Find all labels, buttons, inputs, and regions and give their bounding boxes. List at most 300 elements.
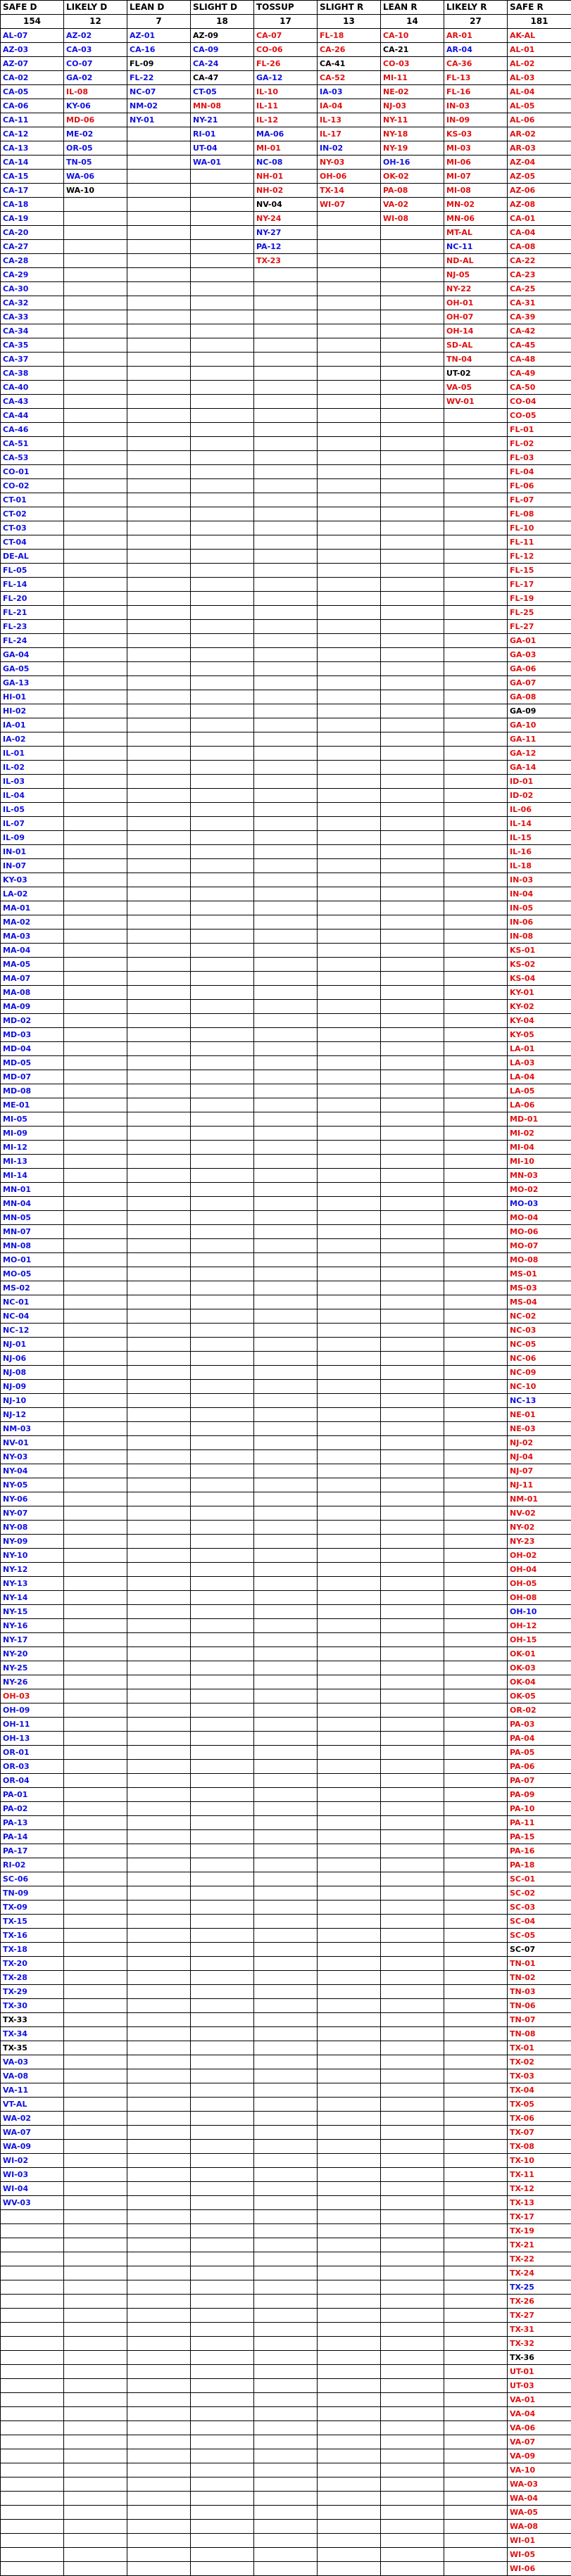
empty-cell [254, 2055, 318, 2069]
empty-cell [381, 1225, 444, 1239]
empty-cell [127, 1521, 191, 1535]
empty-cell [318, 1281, 381, 1295]
district-cell-likely-r: WV-01 [444, 395, 508, 409]
district-cell-safe-d: IL-09 [1, 831, 64, 845]
district-cell-safe-d: MI-14 [1, 1169, 64, 1183]
empty-cell [318, 1830, 381, 1844]
empty-cell [444, 1901, 508, 1915]
table-row [1, 2295, 571, 2309]
empty-cell [64, 2562, 127, 2576]
empty-cell [127, 1141, 191, 1155]
empty-cell [191, 2393, 254, 2407]
empty-cell [64, 2280, 127, 2295]
district-cell-safe-r: GA-06 [508, 662, 571, 676]
empty-cell [127, 381, 191, 395]
empty-cell [444, 2140, 508, 2154]
empty-cell [254, 423, 318, 437]
empty-cell [127, 704, 191, 718]
empty-cell [318, 1324, 381, 1338]
district-cell-safe-d: OH-03 [1, 1689, 64, 1703]
empty-cell [444, 2055, 508, 2069]
ratings-table-body [1, 29, 571, 2576]
empty-cell [444, 929, 508, 944]
district-cell-safe-d: CA-19 [1, 212, 64, 226]
table-row [1, 2393, 571, 2407]
empty-cell [318, 1872, 381, 1886]
district-cell-safe-d: MN-07 [1, 1225, 64, 1239]
empty-cell [64, 2421, 127, 2435]
empty-cell [64, 1619, 127, 1633]
empty-cell [381, 1127, 444, 1141]
empty-cell [381, 2013, 444, 2027]
empty-cell [381, 592, 444, 606]
empty-cell [64, 2463, 127, 2477]
district-cell-lean-r: NE-02 [381, 85, 444, 99]
empty-cell [191, 817, 254, 831]
district-cell-likely-r: MI-08 [444, 184, 508, 198]
empty-cell [127, 2140, 191, 2154]
empty-cell [444, 550, 508, 564]
empty-cell [64, 2126, 127, 2140]
empty-cell [444, 1746, 508, 1760]
empty-cell [444, 1689, 508, 1703]
empty-cell [444, 564, 508, 578]
table-row [1, 1689, 571, 1703]
table-row [1, 2365, 571, 2379]
category-header-row [1, 1, 571, 15]
table-row [1, 57, 571, 71]
empty-cell [64, 817, 127, 831]
district-cell-lean-r: CA-10 [381, 29, 444, 43]
table-row [1, 2055, 571, 2069]
empty-cell [64, 254, 127, 268]
empty-cell [64, 606, 127, 620]
empty-cell [318, 1239, 381, 1253]
table-row [1, 1788, 571, 1802]
empty-cell [444, 915, 508, 929]
district-cell-safe-d: MI-09 [1, 1127, 64, 1141]
empty-cell [254, 2323, 318, 2337]
district-cell-safe-r: TX-12 [508, 2182, 571, 2196]
empty-cell [444, 493, 508, 507]
empty-cell [191, 1028, 254, 1042]
empty-cell [127, 170, 191, 184]
empty-cell [381, 1971, 444, 1985]
empty-cell [191, 690, 254, 704]
empty-cell [191, 1436, 254, 1450]
table-row [1, 282, 571, 296]
table-row [1, 493, 571, 507]
empty-cell [318, 1746, 381, 1760]
district-cell-tossup: MI-01 [254, 141, 318, 156]
empty-cell [318, 507, 381, 521]
empty-cell [381, 2548, 444, 2562]
empty-cell [254, 1732, 318, 1746]
empty-cell [381, 1943, 444, 1957]
empty-cell [254, 606, 318, 620]
empty-cell [254, 465, 318, 479]
district-cell-safe-d: CA-13 [1, 141, 64, 156]
district-cell-safe-r: PA-15 [508, 1830, 571, 1844]
empty-cell [381, 873, 444, 887]
empty-cell [318, 2266, 381, 2280]
district-cell-safe-d: CT-03 [1, 521, 64, 535]
empty-cell [191, 493, 254, 507]
empty-cell [381, 2323, 444, 2337]
table-row [1, 2351, 571, 2365]
empty-cell [191, 2337, 254, 2351]
table-row [1, 1028, 571, 1042]
empty-cell [444, 1760, 508, 1774]
district-cell-safe-d: NY-06 [1, 1492, 64, 1506]
empty-cell [127, 972, 191, 986]
empty-cell [191, 1366, 254, 1380]
district-cell-slight-r: CA-41 [318, 57, 381, 71]
table-row [1, 690, 571, 704]
empty-cell [444, 1647, 508, 1661]
table-row [1, 2027, 571, 2041]
empty-cell [381, 2069, 444, 2083]
empty-cell [127, 1535, 191, 1549]
empty-cell [318, 2238, 381, 2252]
district-cell-safe-r: FL-19 [508, 592, 571, 606]
empty-cell [127, 2083, 191, 2098]
table-row [1, 1239, 571, 1253]
district-cell-safe-r: TX-32 [508, 2337, 571, 2351]
empty-cell [191, 789, 254, 803]
table-row [1, 2309, 571, 2323]
empty-cell [318, 578, 381, 592]
empty-cell [191, 1098, 254, 1112]
district-cell-safe-r: TN-07 [508, 2013, 571, 2027]
empty-cell [191, 1872, 254, 1886]
district-cell-safe-r: UT-03 [508, 2379, 571, 2393]
district-cell-safe-r: FL-17 [508, 578, 571, 592]
empty-cell [318, 1605, 381, 1619]
district-cell-slight-r: IL-17 [318, 127, 381, 141]
district-cell-safe-r: PA-09 [508, 1788, 571, 1802]
district-cell-lean-d: AZ-01 [127, 29, 191, 43]
empty-cell [127, 761, 191, 775]
table-row [1, 1464, 571, 1478]
ratings-table-header [1, 1, 571, 29]
empty-cell [191, 2323, 254, 2337]
district-cell-likely-r: FL-13 [444, 71, 508, 85]
empty-cell [191, 2506, 254, 2520]
table-row [1, 1436, 571, 1450]
empty-cell [64, 1521, 127, 1535]
district-cell-safe-d: NY-13 [1, 1577, 64, 1591]
empty-cell [444, 2379, 508, 2393]
empty-cell [191, 1239, 254, 1253]
empty-cell [381, 2393, 444, 2407]
empty-cell [444, 1535, 508, 1549]
empty-cell [381, 1605, 444, 1619]
empty-cell [127, 141, 191, 156]
district-cell-safe-d: VT-AL [1, 2098, 64, 2112]
district-cell-likely-r: TN-04 [444, 353, 508, 367]
empty-cell [64, 1943, 127, 1957]
empty-cell [254, 381, 318, 395]
empty-cell [254, 2182, 318, 2196]
district-cell-likely-r: MI-03 [444, 141, 508, 156]
table-row [1, 1281, 571, 1295]
district-cell-safe-r: MD-01 [508, 1112, 571, 1127]
district-cell-safe-d: NY-14 [1, 1591, 64, 1605]
empty-cell [191, 2154, 254, 2168]
empty-cell [381, 2055, 444, 2069]
empty-cell [191, 803, 254, 817]
empty-cell [127, 1760, 191, 1774]
empty-cell [64, 1380, 127, 1394]
empty-cell [318, 2548, 381, 2562]
empty-cell [64, 1056, 127, 1070]
empty-cell [191, 1211, 254, 1225]
empty-cell [64, 1225, 127, 1239]
district-cell-safe-d: NY-20 [1, 1647, 64, 1661]
empty-cell [191, 915, 254, 929]
district-cell-lean-d: FL-22 [127, 71, 191, 85]
empty-cell [381, 507, 444, 521]
empty-cell [444, 2154, 508, 2168]
empty-cell [127, 521, 191, 535]
empty-cell [127, 2069, 191, 2083]
empty-cell [191, 212, 254, 226]
empty-cell [64, 1675, 127, 1689]
empty-cell [127, 2182, 191, 2196]
empty-cell [127, 1155, 191, 1169]
empty-cell [444, 1042, 508, 1056]
district-cell-safe-d: OR-03 [1, 1760, 64, 1774]
empty-cell [444, 1478, 508, 1492]
empty-cell [381, 1746, 444, 1760]
empty-cell [64, 451, 127, 465]
empty-cell [381, 296, 444, 310]
empty-cell [381, 578, 444, 592]
empty-cell [444, 2210, 508, 2224]
empty-cell [381, 2140, 444, 2154]
empty-cell [254, 2520, 318, 2534]
table-row [1, 296, 571, 310]
empty-cell [381, 1492, 444, 1506]
empty-cell [318, 1760, 381, 1774]
district-cell-likely-d: ME-02 [64, 127, 127, 141]
empty-cell [318, 521, 381, 535]
empty-cell [381, 1014, 444, 1028]
empty-cell [64, 1014, 127, 1028]
empty-cell [127, 775, 191, 789]
empty-cell [127, 747, 191, 761]
empty-cell [381, 2421, 444, 2435]
empty-cell [191, 1689, 254, 1703]
district-cell-safe-r: CA-01 [508, 212, 571, 226]
table-row [1, 2449, 571, 2463]
district-cell-safe-r: MS-04 [508, 1295, 571, 1309]
empty-cell [191, 1633, 254, 1647]
empty-cell [381, 1844, 444, 1858]
district-cell-safe-d: CA-53 [1, 451, 64, 465]
empty-cell [444, 1408, 508, 1422]
empty-cell [318, 944, 381, 958]
empty-cell [444, 1000, 508, 1014]
table-row [1, 2182, 571, 2196]
district-cell-safe-r: LA-05 [508, 1084, 571, 1098]
district-cell-safe-d: IA-01 [1, 718, 64, 732]
empty-cell [127, 226, 191, 240]
empty-cell [381, 845, 444, 859]
empty-cell [318, 1070, 381, 1084]
table-row [1, 184, 571, 198]
empty-cell [127, 1225, 191, 1239]
empty-cell [444, 887, 508, 901]
empty-cell [64, 1506, 127, 1521]
empty-cell [381, 606, 444, 620]
empty-cell [444, 676, 508, 690]
empty-cell [64, 662, 127, 676]
empty-cell [444, 2224, 508, 2238]
empty-cell [64, 2379, 127, 2393]
empty-cell [381, 1760, 444, 1774]
empty-cell [254, 1324, 318, 1338]
district-cell-safe-r: SC-07 [508, 1943, 571, 1957]
empty-cell [444, 817, 508, 831]
empty-cell [318, 1422, 381, 1436]
district-cell-likely-r: OH-07 [444, 310, 508, 324]
empty-cell [127, 2393, 191, 2407]
empty-cell [254, 845, 318, 859]
empty-cell [318, 2126, 381, 2140]
empty-cell [381, 1703, 444, 1718]
empty-cell [444, 1436, 508, 1450]
empty-cell [64, 2548, 127, 2562]
empty-cell [318, 1478, 381, 1492]
empty-cell [127, 1014, 191, 1028]
empty-cell [444, 718, 508, 732]
empty-cell [64, 2323, 127, 2337]
empty-cell [318, 704, 381, 718]
district-cell-safe-r: CA-08 [508, 240, 571, 254]
empty-cell [254, 1028, 318, 1042]
table-row [1, 1633, 571, 1647]
empty-cell [254, 1802, 318, 1816]
empty-cell [127, 240, 191, 254]
empty-cell [64, 1858, 127, 1872]
district-cell-safe-d: CA-30 [1, 282, 64, 296]
district-cell-lean-r: VA-02 [381, 198, 444, 212]
district-cell-safe-r: KS-01 [508, 944, 571, 958]
district-cell-safe-r: MS-01 [508, 1267, 571, 1281]
empty-cell [1, 2210, 64, 2224]
empty-cell [64, 1436, 127, 1450]
empty-cell [254, 1746, 318, 1760]
empty-cell [381, 2365, 444, 2379]
empty-cell [191, 1591, 254, 1605]
district-cell-lean-r: CA-21 [381, 43, 444, 57]
district-cell-likely-r: NJ-05 [444, 268, 508, 282]
district-cell-safe-d: CA-33 [1, 310, 64, 324]
district-cell-safe-d: CA-32 [1, 296, 64, 310]
district-cell-safe-r: FL-15 [508, 564, 571, 578]
empty-cell [381, 2435, 444, 2449]
empty-cell [191, 1014, 254, 1028]
empty-cell [127, 986, 191, 1000]
empty-cell [318, 324, 381, 338]
district-cell-likely-r: IN-03 [444, 99, 508, 113]
empty-cell [191, 2013, 254, 2027]
empty-cell [381, 268, 444, 282]
empty-cell [444, 437, 508, 451]
empty-cell [381, 1647, 444, 1661]
empty-cell [64, 1844, 127, 1858]
empty-cell [444, 2463, 508, 2477]
empty-cell [64, 718, 127, 732]
empty-cell [64, 1971, 127, 1985]
empty-cell [127, 1281, 191, 1295]
empty-cell [381, 901, 444, 915]
empty-cell [254, 2421, 318, 2435]
empty-cell [127, 648, 191, 662]
empty-cell [64, 1324, 127, 1338]
table-row [1, 2140, 571, 2154]
table-row [1, 2224, 571, 2238]
district-cell-safe-r: NJ-02 [508, 1436, 571, 1450]
district-cell-safe-r: KY-04 [508, 1014, 571, 1028]
empty-cell [318, 1056, 381, 1070]
empty-cell [318, 1915, 381, 1929]
table-row [1, 367, 571, 381]
empty-cell [381, 2337, 444, 2351]
district-cell-safe-d: MO-01 [1, 1253, 64, 1267]
empty-cell [444, 2393, 508, 2407]
empty-cell [64, 1408, 127, 1422]
empty-cell [381, 2295, 444, 2309]
district-cell-safe-d: MN-08 [1, 1239, 64, 1253]
empty-cell [191, 226, 254, 240]
empty-cell [64, 1886, 127, 1901]
empty-cell [254, 1661, 318, 1675]
district-cell-slight-r: OH-06 [318, 170, 381, 184]
empty-cell [444, 521, 508, 535]
district-cell-safe-d: MI-05 [1, 1112, 64, 1127]
empty-cell [191, 521, 254, 535]
empty-cell [444, 1324, 508, 1338]
district-cell-safe-d: OH-13 [1, 1732, 64, 1746]
empty-cell [64, 507, 127, 521]
empty-cell [381, 395, 444, 409]
empty-cell [444, 1239, 508, 1253]
empty-cell [64, 958, 127, 972]
empty-cell [1, 2477, 64, 2492]
empty-cell [64, 986, 127, 1000]
table-row [1, 1478, 571, 1492]
empty-cell [254, 887, 318, 901]
empty-cell [381, 2351, 444, 2365]
empty-cell [127, 282, 191, 296]
empty-cell [191, 1084, 254, 1098]
district-cell-lean-d: NC-07 [127, 85, 191, 99]
empty-cell [381, 1239, 444, 1253]
district-cell-safe-r: CA-45 [508, 338, 571, 353]
district-cell-safe-r: ID-01 [508, 775, 571, 789]
empty-cell [64, 1267, 127, 1281]
district-cell-safe-r: ID-02 [508, 789, 571, 803]
table-row [1, 2210, 571, 2224]
empty-cell [191, 338, 254, 353]
table-row [1, 1999, 571, 2013]
empty-cell [444, 2013, 508, 2027]
empty-cell [191, 2492, 254, 2506]
empty-cell [254, 296, 318, 310]
